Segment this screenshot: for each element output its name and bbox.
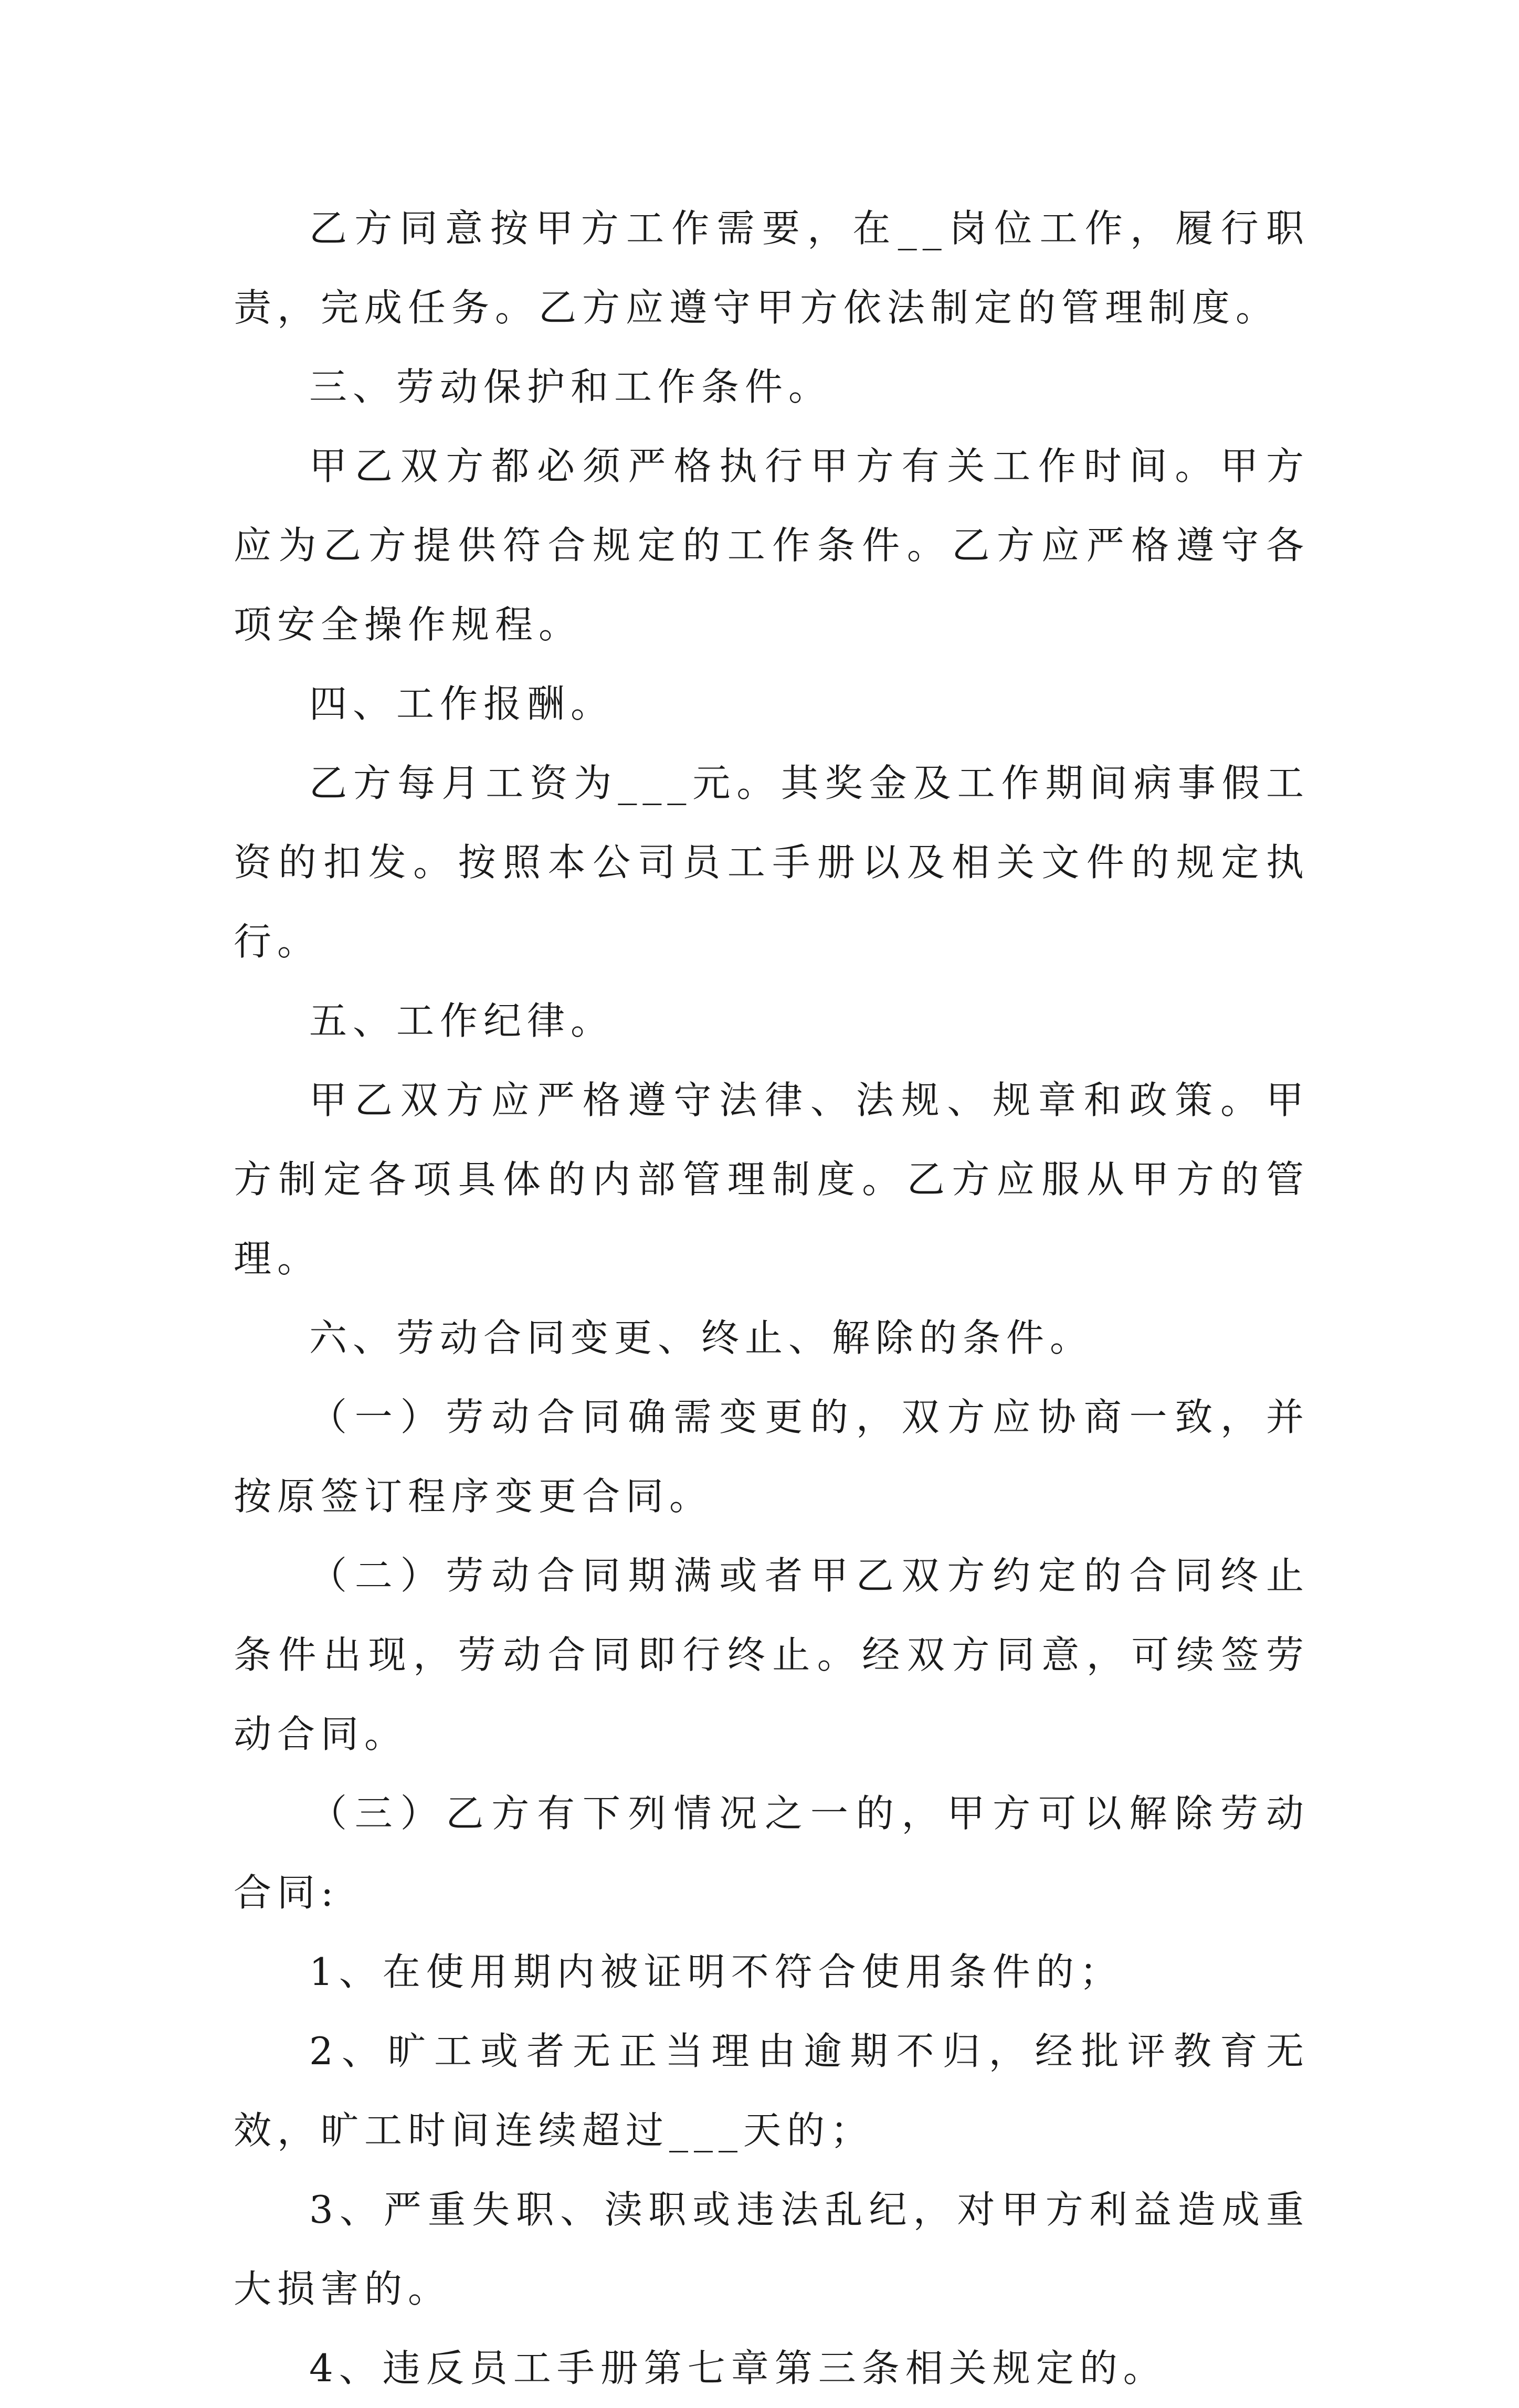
paragraph-duties: 乙方同意按甲方工作需要，在__岗位工作，履行职责，完成任务。乙方应遵守甲方依法制定的管理制度。 — [234, 206, 1310, 330]
list-item-4: 4、违反员工手册第七章第三条相关规定的。 — [309, 2346, 1167, 2390]
list-item-2: 2、旷工或者无正当理由逾期不归，经批评教育无效，旷工时间连续超过___天的； — [234, 2029, 1310, 2152]
section-heading-remuneration: 四、工作报酬。 — [309, 682, 615, 726]
paragraph-work-conditions: 甲乙双方都必须严格执行甲方有关工作时间。甲方应为乙方提供符合规定的工作条件。乙方应严格遵守各项安全操作规程。 — [234, 444, 1310, 647]
section-heading-discipline: 五、工作纪律。 — [309, 999, 615, 1043]
list-item-1: 1、在使用期内被证明不符合使用条件的； — [309, 1950, 1123, 1994]
paragraph-discipline: 甲乙双方应严格遵守法律、法规、规章和政策。甲方制定各项具体的内部管理制度。乙方应服从甲方的管理。 — [234, 1078, 1310, 1281]
paragraph-salary: 乙方每月工资为___元。其奖金及工作期间病事假工资的扣发。按照本公司员工手册以及相关文件的规定执行。 — [234, 761, 1310, 964]
clause-1-change: （一）劳动合同确需变更的，双方应协商一致，并按原签订程序变更合同。 — [234, 1395, 1310, 1518]
document-body — [234, 189, 1310, 2408]
section-heading-contract-change: 六、劳动合同变更、终止、解除的条件。 — [309, 1316, 1094, 1360]
clause-2-termination: （二）劳动合同期满或者甲乙双方约定的合同终止条件出现，劳动合同即行终止。经双方同意，可续签劳动合同。 — [234, 1554, 1310, 1756]
clause-3-dismissal: （三）乙方有下列情况之一的，甲方可以解除劳动合同: — [234, 1791, 1310, 1915]
section-heading-labor-protection: 三、劳动保护和工作条件。 — [309, 365, 832, 409]
list-item-3: 3、严重失职、渎职或违法乱纪，对甲方利益造成重大损害的。 — [234, 2188, 1310, 2311]
